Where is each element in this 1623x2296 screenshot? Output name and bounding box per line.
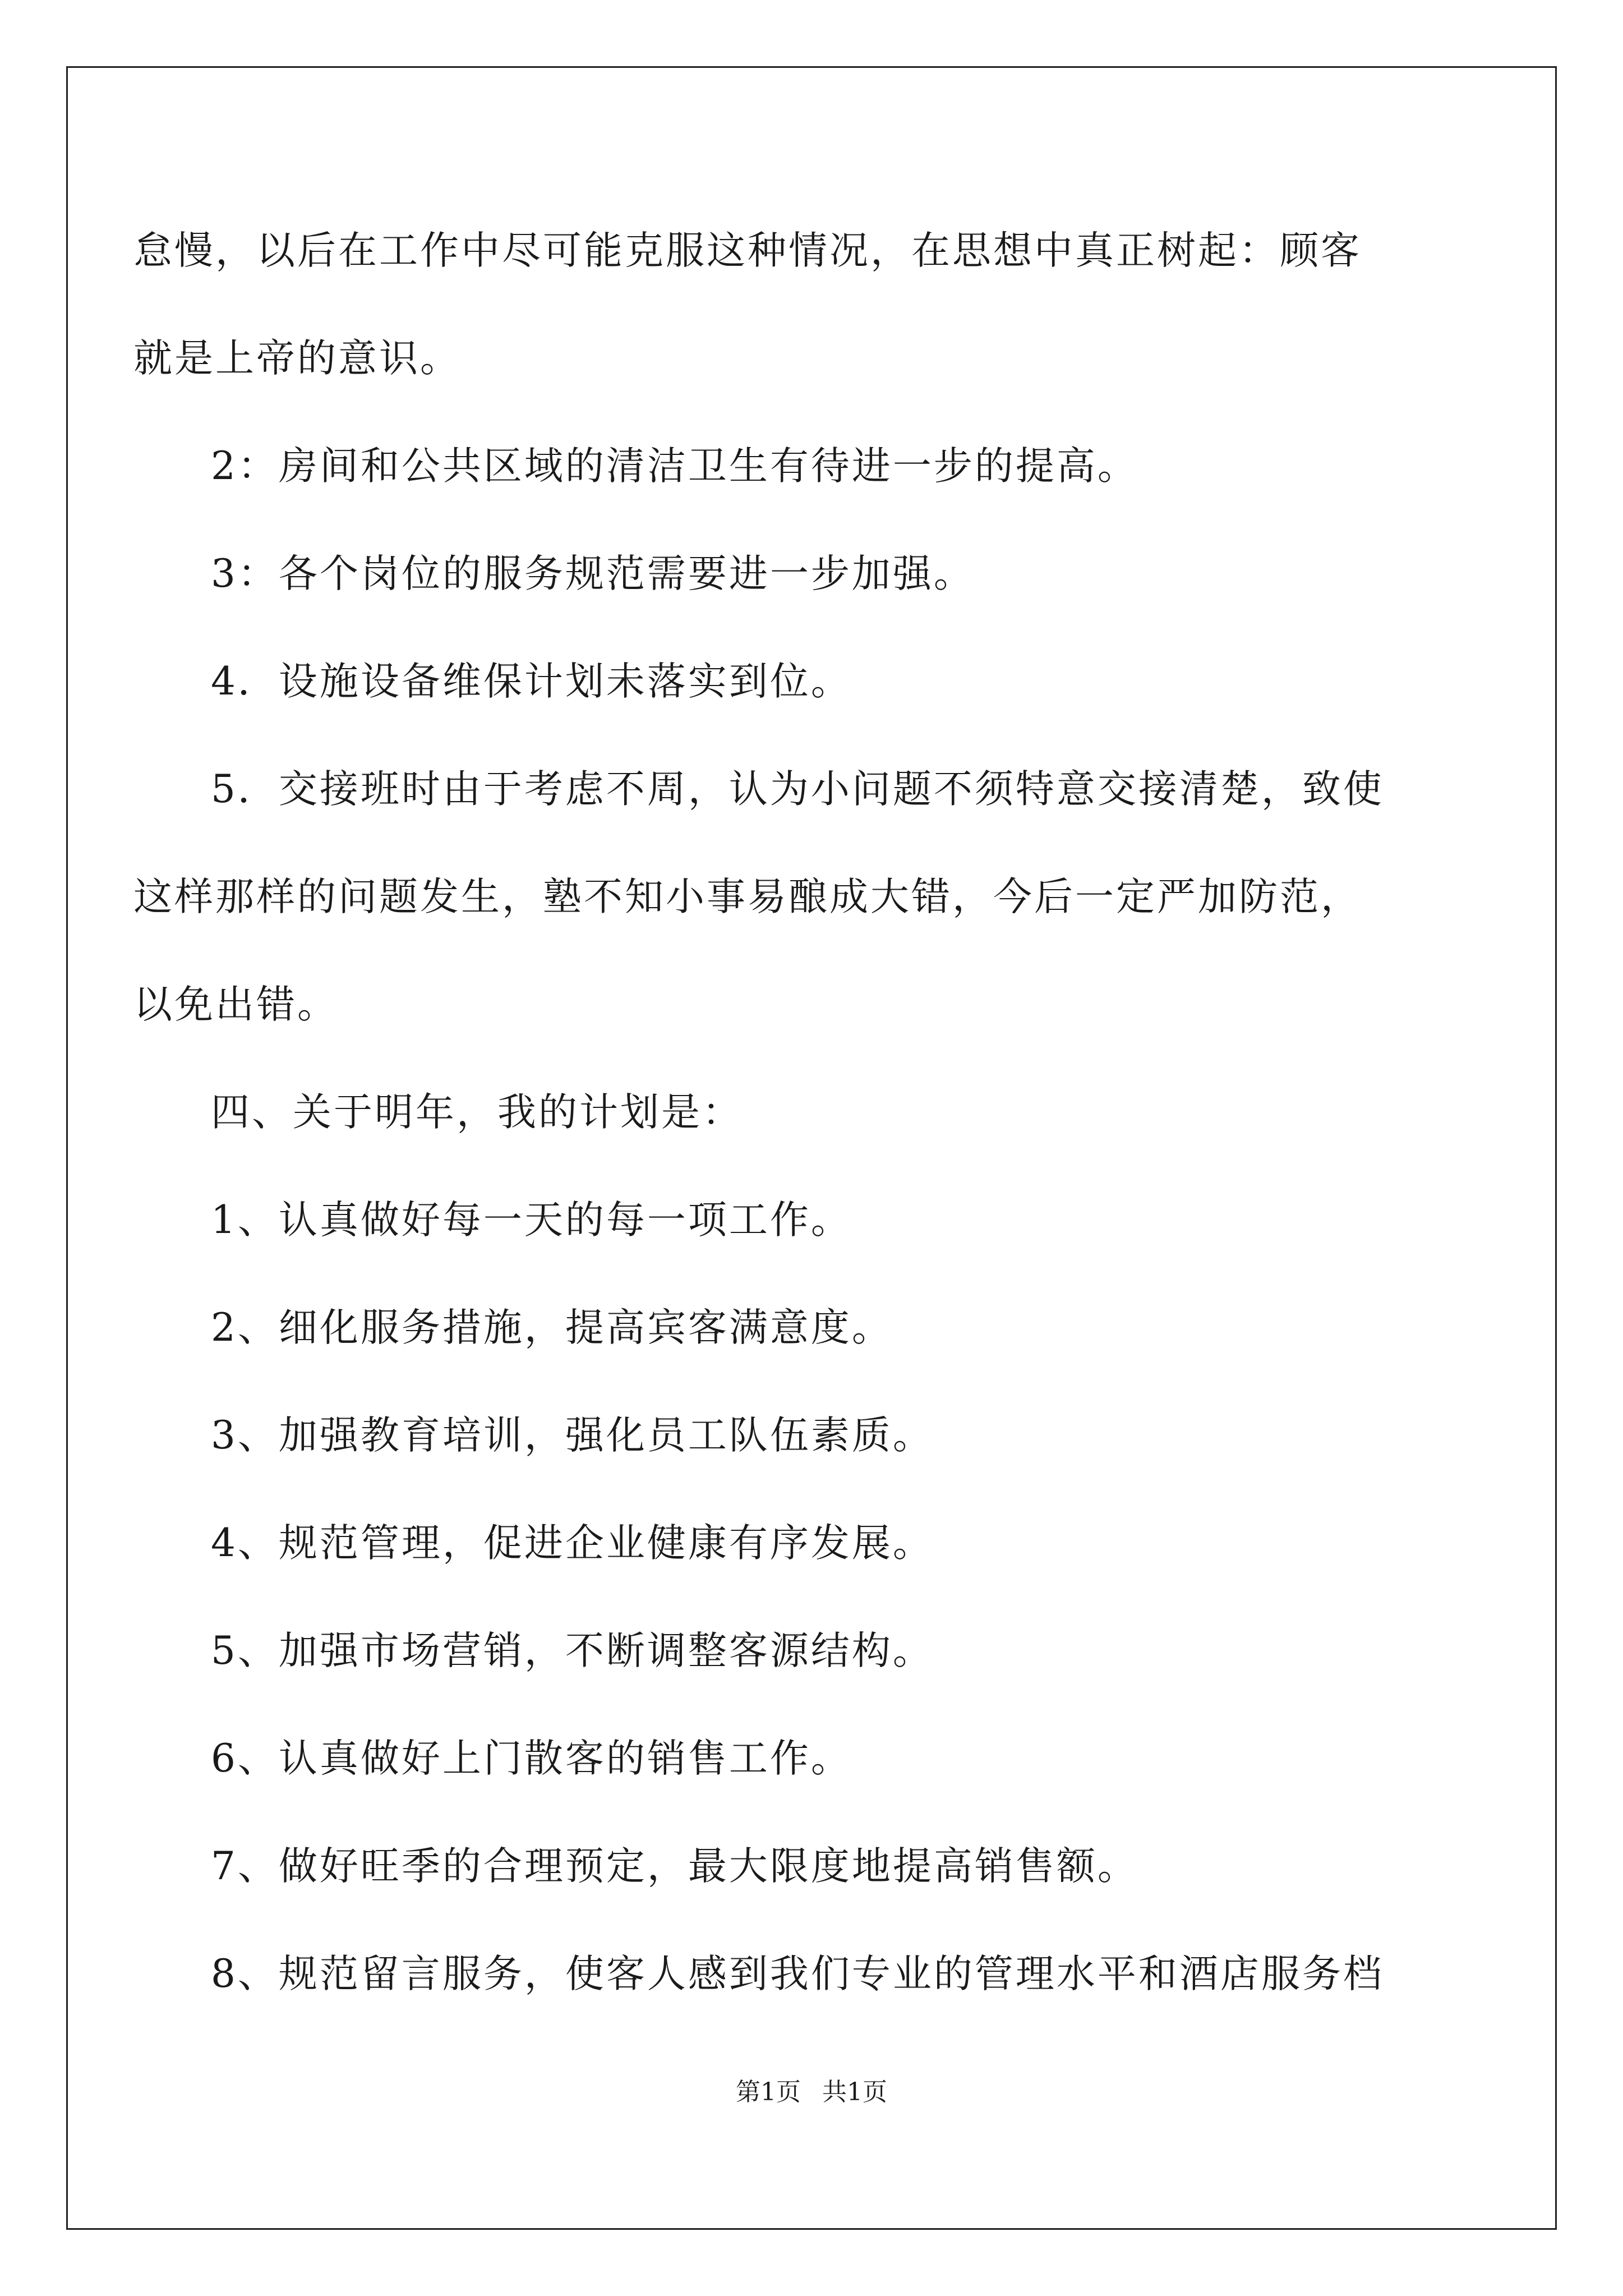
list-item: 4、规范管理，促进企业健康有序发展。 [211, 1521, 934, 1566]
list-item: 7、做好旺季的合理预定，最大限度地提高销售额。 [211, 1844, 1138, 1889]
list-item: 6、认真做好上门散客的销售工作。 [211, 1736, 852, 1781]
page-total: 共1页 [822, 2078, 887, 2106]
list-item: 5、加强市场营销，不断调整客源结构。 [211, 1628, 934, 1673]
list-item: 1、认真做好每一天的每一项工作。 [211, 1198, 852, 1243]
page-border [66, 66, 1557, 2230]
paragraph-line: 3：各个岗位的服务规范需要进一步加强。 [211, 551, 975, 596]
paragraph-line: 以免出错。 [133, 982, 338, 1027]
list-item: 2、细化服务措施，提高宾客满意度。 [211, 1305, 893, 1350]
paragraph-line: 怠慢，以后在工作中尽可能克服这种情况，在思想中真正树起：顾客 [133, 228, 1362, 273]
paragraph-line: 5．交接班时由于考虑不周，认为小问题不须特意交接清楚，致使 [211, 767, 1384, 812]
paragraph-line: 就是上帝的意识。 [133, 336, 461, 381]
page-footer [0, 2076, 1623, 2109]
list-item: 8、规范留言服务，使客人感到我们专业的管理水平和酒店服务档 [211, 1952, 1384, 1996]
paragraph-line: 4．设施设备维保计划未落实到位。 [211, 659, 852, 704]
page-number: 第1页 [736, 2078, 801, 2106]
paragraph-line: 这样那样的问题发生，塾不知小事易酿成大错，今后一定严加防范， [133, 875, 1362, 919]
section-heading: 四、关于明年，我的计划是： [211, 1090, 743, 1135]
paragraph-line: 2：房间和公共区域的清洁卫生有待进一步的提高。 [211, 444, 1138, 489]
list-item: 3、加强教育培训，强化员工队伍素质。 [211, 1413, 934, 1458]
